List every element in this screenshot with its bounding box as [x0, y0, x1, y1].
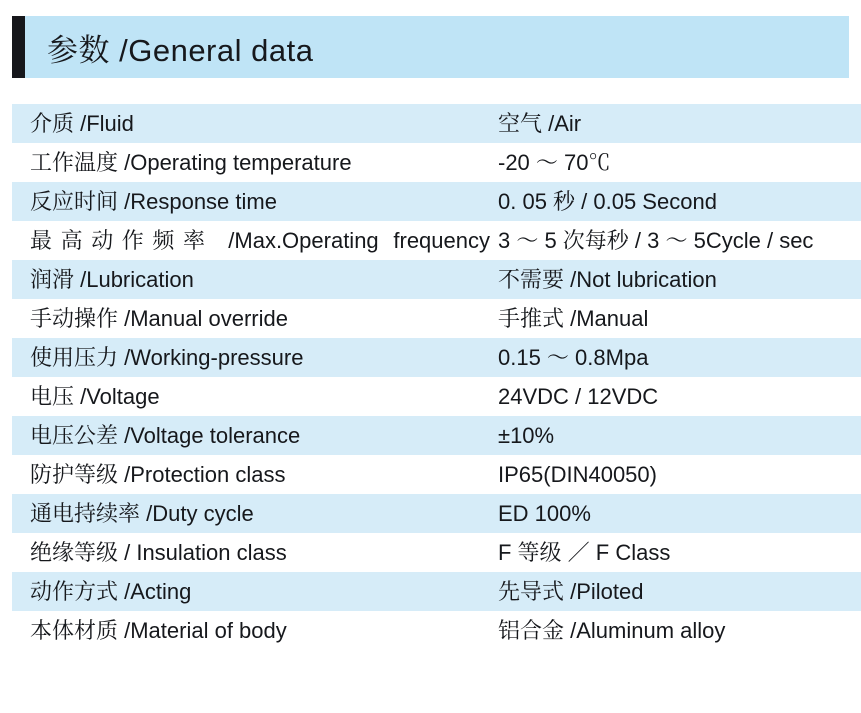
row-label: 润滑 /Lubrication — [12, 260, 490, 299]
row-label: 本体材质 /Material of body — [12, 611, 490, 650]
row-value: F 等级 ／ F Class — [490, 533, 861, 572]
row-value: 先导式 /Piloted — [490, 572, 861, 611]
general-data-page — [0, 16, 861, 713]
page-header — [12, 16, 849, 78]
page-title: 参数 /General data — [47, 32, 314, 68]
table-row — [12, 455, 861, 494]
table-row — [12, 416, 861, 455]
row-value: 手推式 /Manual — [490, 299, 861, 338]
table-row — [12, 494, 861, 533]
table-row — [12, 299, 861, 338]
table-row — [12, 377, 861, 416]
row-label: 电压公差 /Voltage tolerance — [12, 416, 490, 455]
header-accent-bar — [12, 16, 25, 78]
row-label: 绝缘等级 / Insulation class — [12, 533, 490, 572]
row-label: 动作方式 /Acting — [12, 572, 490, 611]
row-value: ±10% — [490, 416, 861, 455]
row-label: 介质 /Fluid — [12, 104, 490, 143]
table-body — [12, 104, 861, 650]
row-value: 24VDC / 12VDC — [490, 377, 861, 416]
table-row — [12, 533, 861, 572]
row-label: 反应时间 /Response time — [12, 182, 490, 221]
table-row — [12, 611, 861, 650]
table-row — [12, 221, 861, 260]
row-value: 空气 /Air — [490, 104, 861, 143]
row-label: 使用压力 /Working-pressure — [12, 338, 490, 377]
table-row — [12, 182, 861, 221]
general-data-table — [12, 104, 861, 650]
row-value: 0. 05 秒 / 0.05 Second — [490, 182, 861, 221]
row-value: IP65(DIN40050) — [490, 455, 861, 494]
table-row — [12, 104, 861, 143]
row-value: ED 100% — [490, 494, 861, 533]
row-value: 不需要 /Not lubrication — [490, 260, 861, 299]
row-value: -20 ～ 70℃ — [490, 143, 861, 182]
row-value: 铝合金 /Aluminum alloy — [490, 611, 861, 650]
row-label-text: 最高动作频率 /Max.Operating frequency — [30, 228, 490, 254]
row-value: 3 ～ 5 次每秒 / 3 ～ 5Cycle / sec — [490, 221, 861, 260]
row-label — [12, 221, 490, 260]
table-row — [12, 260, 861, 299]
table-row — [12, 338, 861, 377]
row-label: 手动操作 /Manual override — [12, 299, 490, 338]
table-row — [12, 143, 861, 182]
row-label: 防护等级 /Protection class — [12, 455, 490, 494]
row-label: 工作温度 /Operating temperature — [12, 143, 490, 182]
row-label: 电压 /Voltage — [12, 377, 490, 416]
row-label: 通电持续率 /Duty cycle — [12, 494, 490, 533]
table-row — [12, 572, 861, 611]
row-value: 0.15 ～ 0.8Mpa — [490, 338, 861, 377]
